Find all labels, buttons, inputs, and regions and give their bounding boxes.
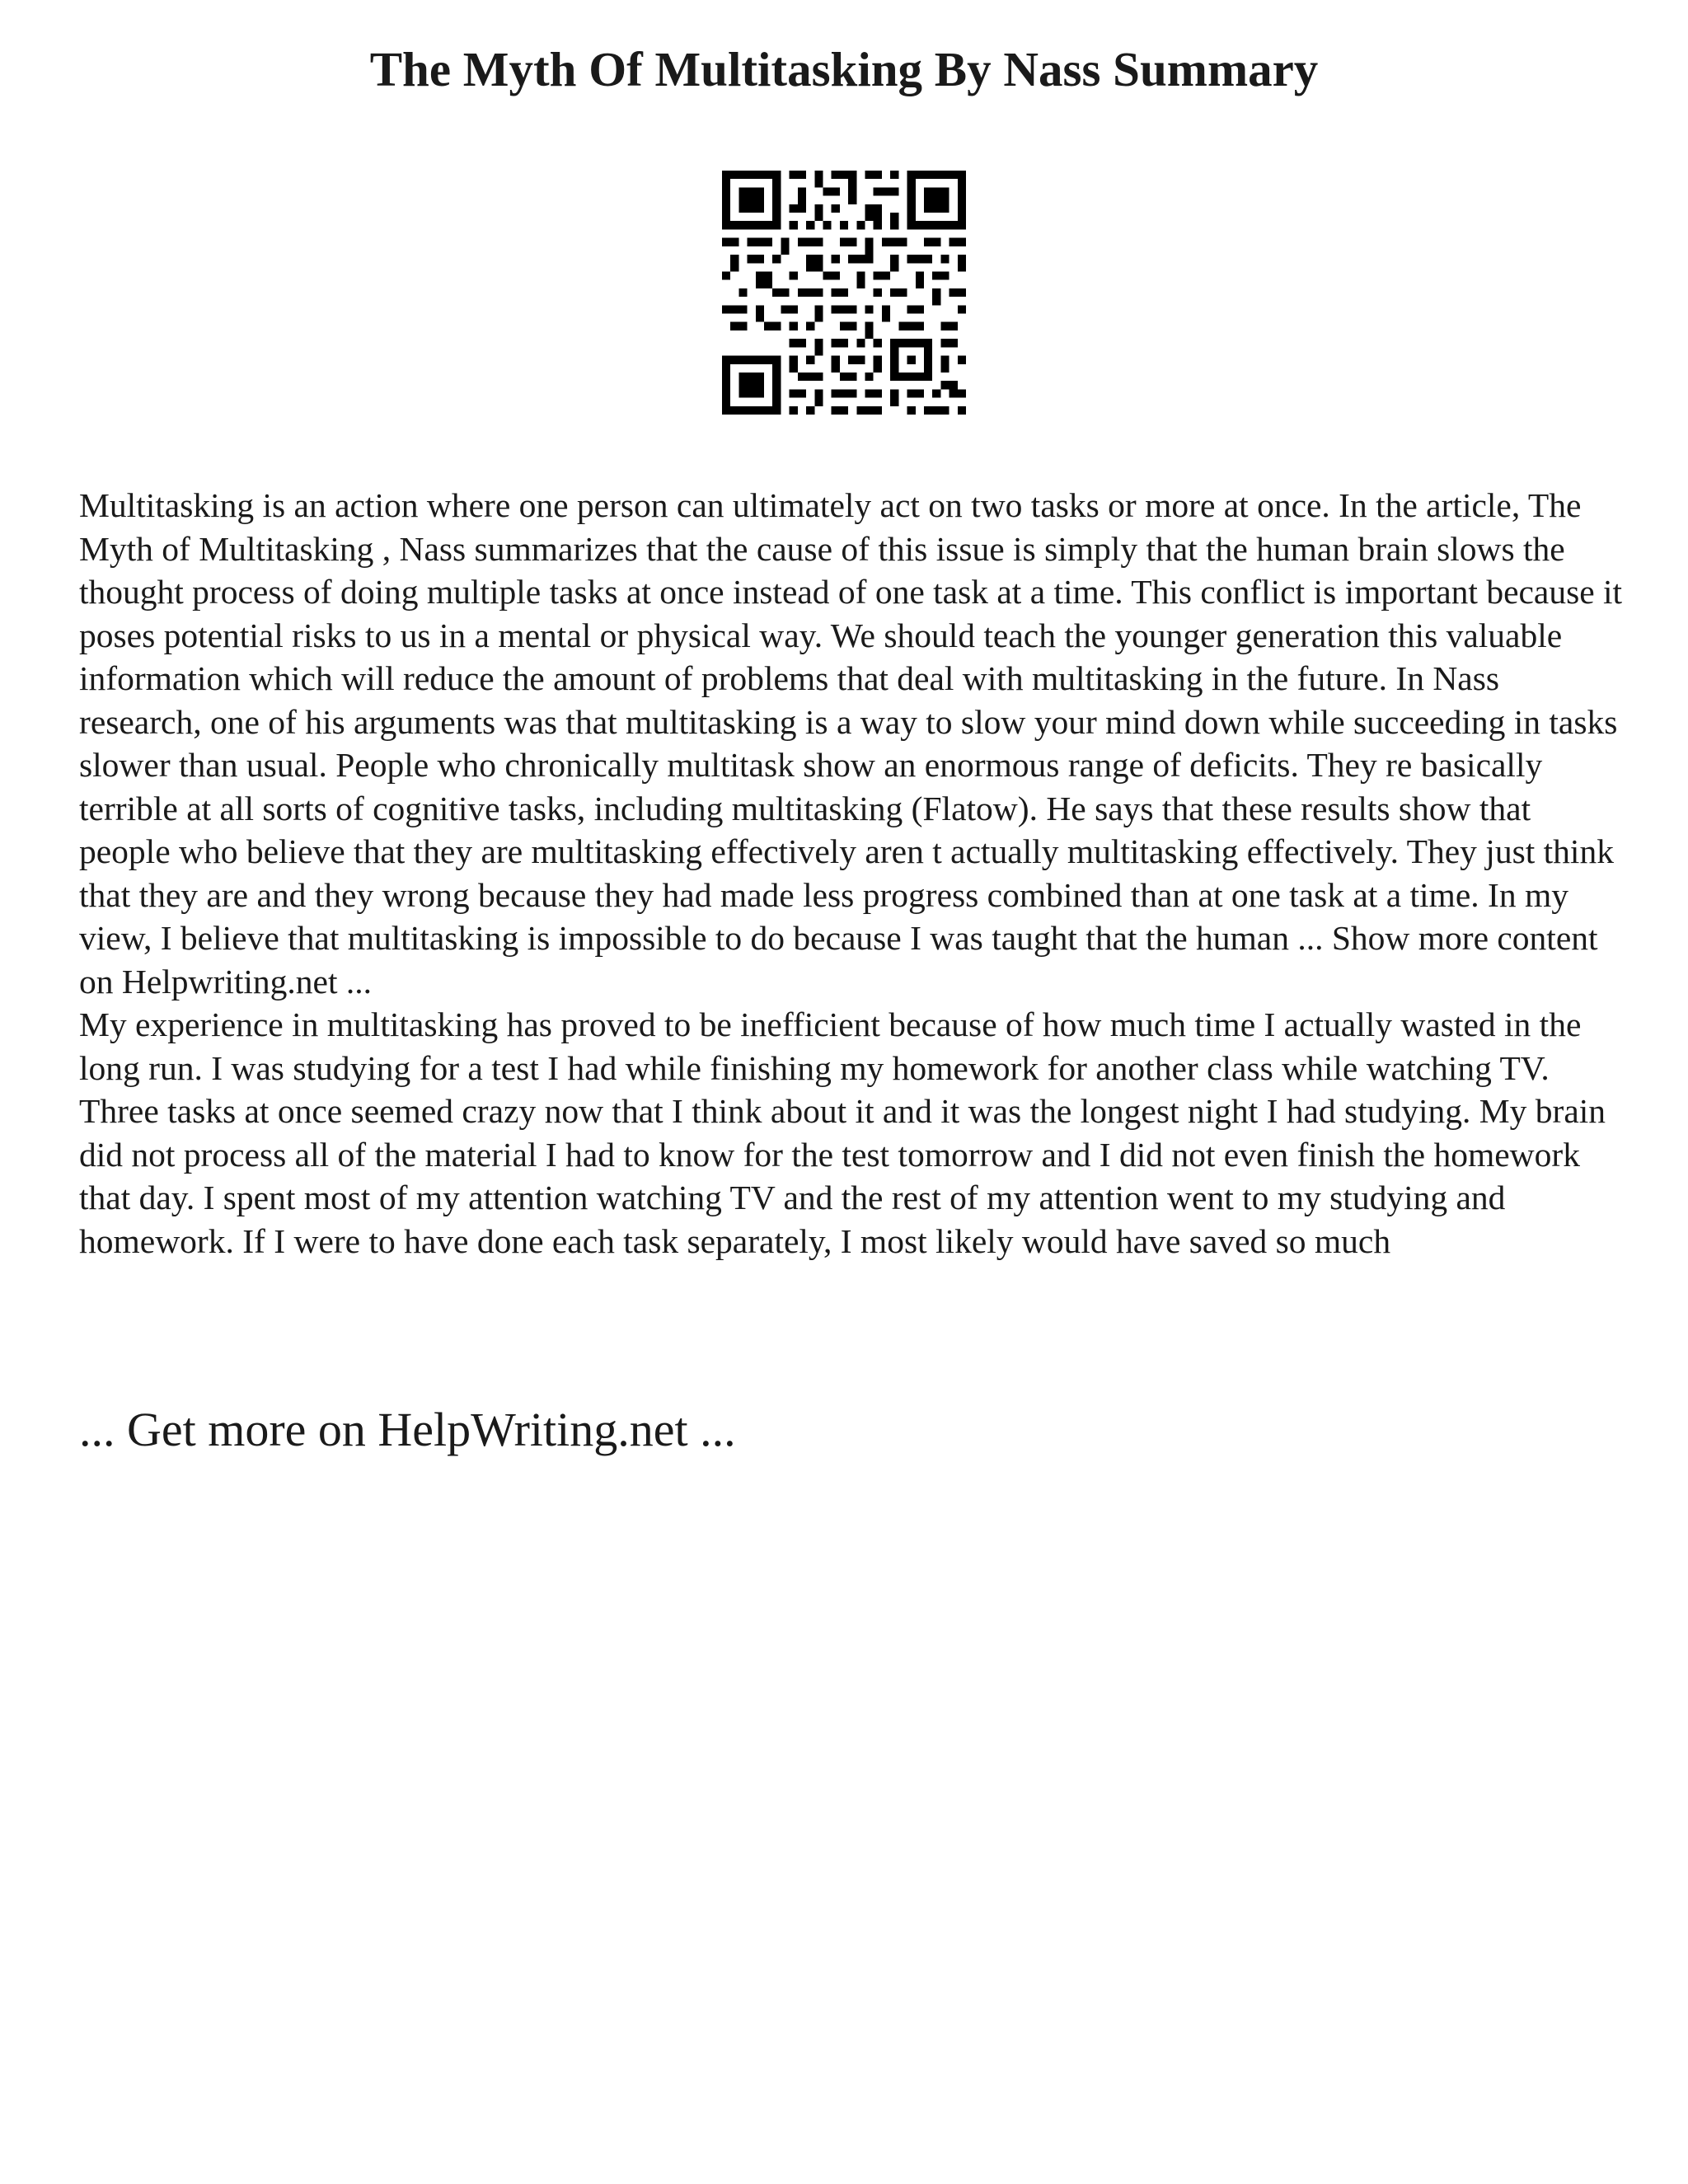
paragraph-experience: My experience in multitasking has proved to be inefficient because of how much time I actually wasted in the long run. I was studying for a test I had while finishing my homework for another class while watching TV. Three tasks at once seemed crazy now that I think about it and it was the longest night I had studying. My brain did not process all of the material I had to know for the test tomorrow and I did not even finish the homework that day. I spent most of my attention watching TV and the rest of my attention went to my studying and homework. If I were to have done each task separately, I most likely would have saved so much [79,1005,1606,1260]
qr-code-graphic [722,171,966,415]
qr-code-icon[interactable] [722,171,966,415]
page-title: The Myth Of Multitasking By Nass Summary [369,42,1319,96]
paragraph-summary: Multitasking is an action where one person can ultimately act on two tasks or more at once. In the article, The Myth of Multitasking , Nass summarizes that the cause of this issue is simply that the human brain slows the thought process of doing multiple tasks at once instead of one task at a time. This conflict is important because it poses potential risks to us in a mental or physical way. We should teach the younger generation this valuable information which will reduce the amount of problems that deal with multitasking in the future. In Nass research, one of his arguments was that multitasking is a way to slow your mind down while succeeding in tasks slower than usual. People who chronically multitask show an enormous range of deficits. They re basically terrible at all sorts of cognitive tasks, including multitasking (Flatow). He says that these results show that people who believe that they are multitasking effectively aren t actually multitasking effectively. They just think that they are and they wrong because they had made less progress combined than at one task at a time. In my view, I believe that multitasking is impossible to do because I was taught that the human ... Show more content on Helpwriting.net ... [79,486,1623,1001]
article-body [79,484,1629,1263]
get-more-link[interactable]: ... Get more on HelpWriting.net ... [79,1403,736,1456]
